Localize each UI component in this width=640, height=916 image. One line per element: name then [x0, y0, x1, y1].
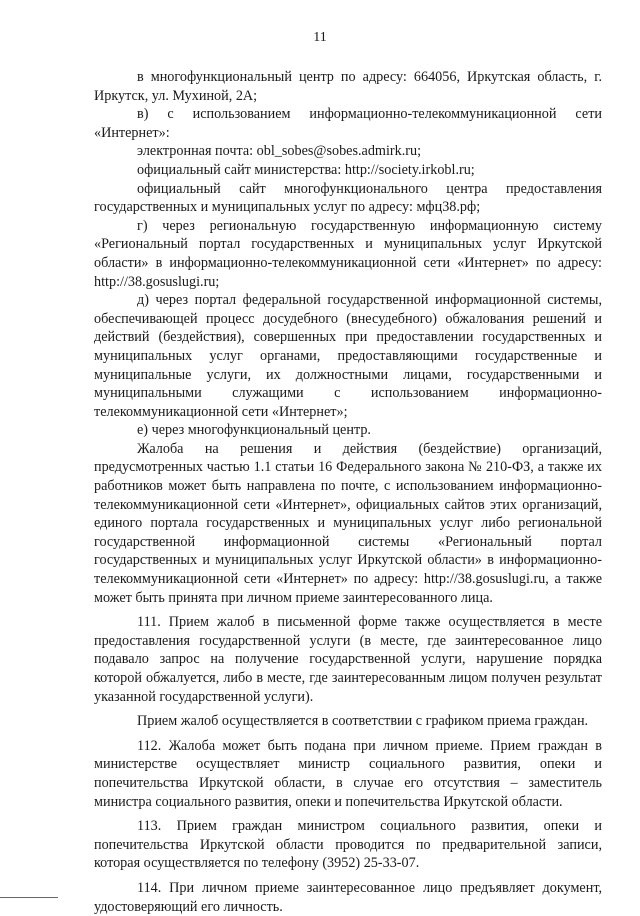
- paragraph-114: 114. При личном приеме заинтересованное лицо предъявляет документ, удостоверяющий его личность.: [94, 879, 602, 915]
- paragraph-ministry-site: официальный сайт министерства: http://society.irkobl.ru;: [137, 161, 475, 178]
- paragraph-113: 113. Прием граждан министром социального развития, опеки и попечительства Иркутской области проводится по предварительной записи, которая осуществляется по телефону (3952) 25-33-07.: [94, 818, 602, 872]
- paragraph-112: 112. Жалоба может быть подана при личном приеме. Прием граждан в министерстве осуществляет министр социального развития, опеки и попечительства Иркутской области, в случае его отсутствия – заместитель министра социального развития, опеки и попечительства Иркутской области.: [94, 737, 602, 810]
- paragraph-schedule: Прием жалоб осуществляется в соответствии с графиком приема граждан.: [137, 713, 589, 730]
- paragraph-email: электронная почта: obl_sobes@sobes.admirk.ru;: [137, 143, 422, 160]
- paragraph-mfc-address: в многофункциональный центр по адресу: 664056, Иркутская область, г. Иркутск, ул. Мухиной, 2А;: [94, 69, 602, 104]
- paragraph-via-mfc: е) через многофункциональный центр.: [137, 422, 371, 439]
- paragraph-111: 111. Прием жалоб в письменной форме также осуществляется в месте предоставления государственной услуги (в месте, где заинтересованное лицо подавало запрос на получение государственной услуги, нарушение порядка которой обжалуется, либо в месте, где заинтересованным лицом получен результат указанной государственной услуги).: [94, 614, 602, 705]
- document-body: [94, 68, 602, 916]
- footer-divider: [0, 897, 58, 898]
- paragraph-regional-portal: г) через региональную государственную информационную систему «Региональный портал государственных и муниципальных услуг Иркутской области» в информационно-телекоммуникационной сети «Интернет» по адресу: http://38.gosuslugi.ru;: [94, 217, 602, 290]
- paragraph-internet-channel: в) с использованием информационно-телекоммуникационной сети «Интернет»:: [94, 106, 602, 141]
- paragraph-federal-portal: д) через портал федеральной государственной информационной системы, обеспечивающей процесс досудебного (внесудебного) обжалования решений и действий (бездействия), совершенных при предоставлении государственных и муниципальных услуг органами, предоставляющими государственные и муниципальные услуги, их должностными лицами, государственными и муниципальными служащими с использованием информационно-телекоммуникационной сети «Интернет»;: [94, 292, 602, 420]
- paragraph-mfc-site: официальный сайт многофункционального центра предоставления государственных и муниципальных услуг по адресу: мфц38.рф;: [94, 180, 602, 216]
- page-number: 11: [313, 30, 327, 45]
- paragraph-complaint-organizations: Жалоба на решения и действия (бездействие) организаций, предусмотренных частью 1.1 статьи 16 Федерального закона № 210-ФЗ, а также их работников может быть направлена по почте, с использованием информационно-телекоммуникационной сети «Интернет», официальных сайтов этих организаций, единого портала государственных и муниципальных услуг либо региональной государственной информационной системы «Региональный портал государственных и муниципальных услуг Иркутской области» в информационно-телекоммуникационной сети «Интернет» по адресу: http://38.gosuslugi.ru, а также может быть принята при личном приеме заинтересованного лица.: [94, 440, 602, 606]
